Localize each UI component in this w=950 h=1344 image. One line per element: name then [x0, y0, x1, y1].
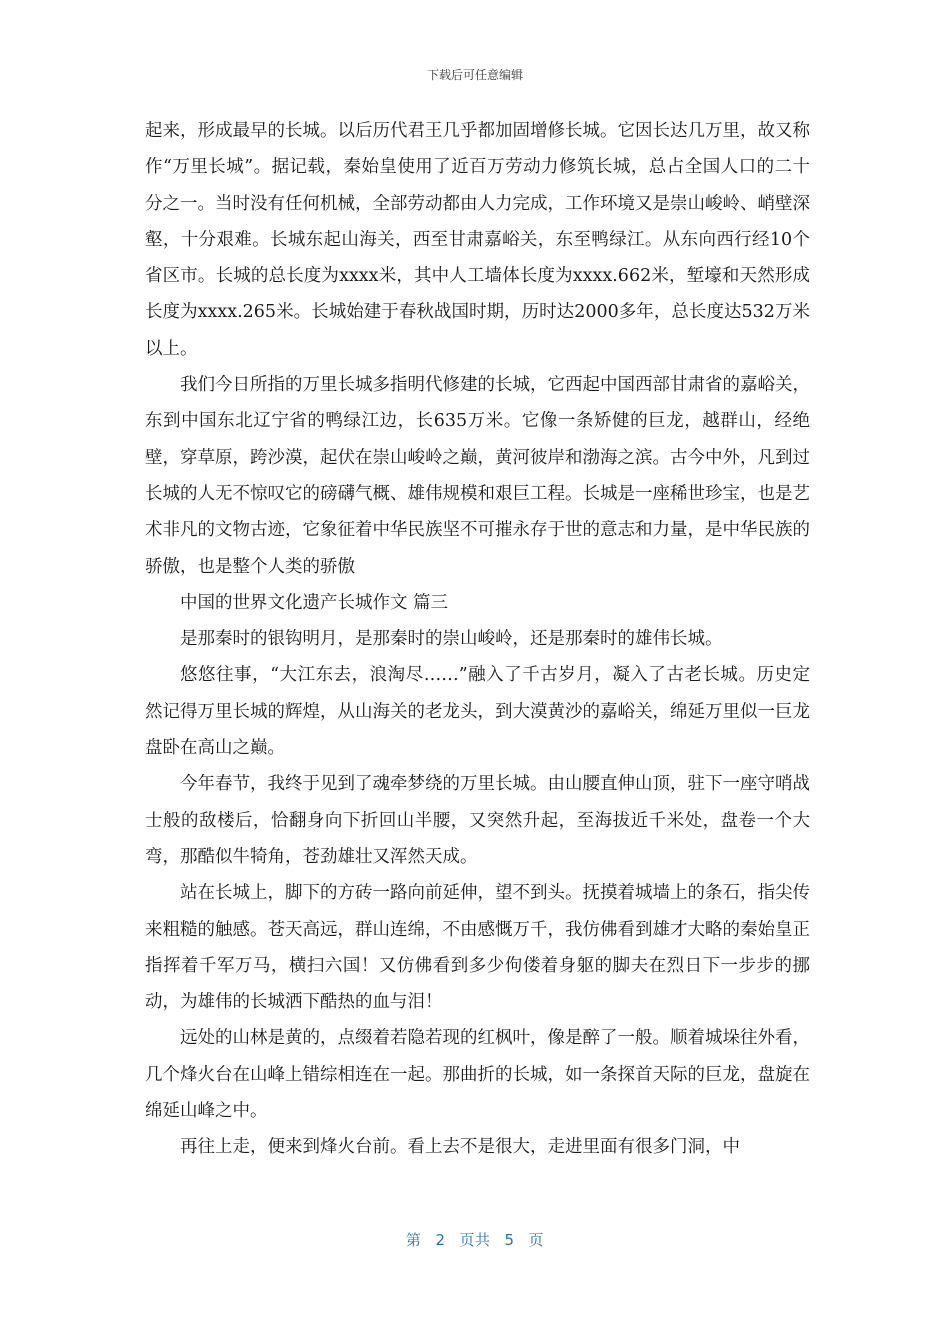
document-body — [145, 113, 810, 1166]
footer-middle: 页共 — [459, 1231, 491, 1249]
page-footer — [0, 1229, 950, 1250]
paragraph: 起来，形成最早的长城。以后历代君王几乎都加固增修长城。它因长达几万里，故又称作“万里长城”。据记载，秦始皇使用了近百万劳动力修筑长城，总占全国人口的二十分之一。当时没有任何机械，全部劳动都由人力完成，工作环境又是崇山峻岭、峭壁深壑，十分艰难。长城东起山海关，西至甘肃嘉峪关，东至鸭绿江。从东向西行经10个省区市。长城的总长度为xxxx米，其中人工墙体长度为xxxx.662米，堑壕和天然形成长度为xxxx.265米。长城始建于春秋战国时期，历时达2000多年，总长度达532万米以上。 — [145, 121, 810, 359]
paragraph: 远处的山林是黄的，点缀着若隐若现的红枫叶，像是醉了一般。顺着城垛往外看，几个烽火台在山峰上错综相连在一起。那曲折的长城，如一条探首天际的巨龙，盘旋在绵延山峰之中。 — [145, 1028, 810, 1122]
page-header: 下载后可任意编辑 — [426, 68, 523, 82]
paragraph: 悠悠往事，“大江东去，浪淘尽……”融入了千古岁月，凝入了古老长城。历史定然记得万里长城的辉煌，从山海关的老龙头，到大漠黄沙的嘉峪关，绵延万里似一巨龙盘卧在高山之巅。 — [145, 665, 810, 759]
paragraph: 我们今日所指的万里长城多指明代修建的长城，它西起中国西部甘肃省的嘉峪关，东到中国东北辽宁省的鸭绿江边，长635万米。它像一条矫健的巨龙，越群山，经绝壁，穿草原，跨沙漠，起伏在崇山峻岭之巅，黄河彼岸和渤海之滨。古今中外，凡到过长城的人无不惊叹它的磅礴气概、雄伟规模和艰巨工程。长城是一座稀世珍宝，也是艺术非凡的文物古迹，它象征着中华民族坚不可摧永存于世的意志和力量，是中华民族的骄傲，也是整个人类的骄傲 — [145, 375, 810, 577]
paragraph: 是那秦时的银钩明月，是那秦时的崇山峻岭，还是那秦时的雄伟长城。 — [180, 629, 723, 650]
total-page-number: 5 — [504, 1231, 515, 1249]
footer-suffix: 页 — [528, 1231, 545, 1249]
current-page-number: 2 — [435, 1231, 446, 1249]
footer-prefix: 第 — [405, 1231, 422, 1249]
paragraph: 再往上走，便来到烽火台前。看上去不是很大，走进里面有很多门洞，中 — [180, 1137, 740, 1158]
paragraph: 站在长城上，脚下的方砖一路向前延伸，望不到头。抚摸着城墙上的条石，指尖传来粗糙的触感。苍天高远，群山连绵，不由感慨万千，我仿佛看到雄才大略的秦始皇正指挥着千军万马，横扫六国！又仿佛看到多少佝偻着身躯的脚夫在烈日下一步步的挪动，为雄伟的长城洒下酷热的血与泪！ — [145, 883, 810, 1013]
section-heading: 中国的世界文化遗产长城作文 篇三 — [180, 592, 449, 613]
paragraph: 今年春节，我终于见到了魂牵梦绕的万里长城。由山腰直伸山顶，驻下一座守哨战士般的敌楼后，恰翻身向下折回山半腰，又突然升起，至海拔近千米处，盘卷一个大弯，那酷似牛犄角，苍劲雄壮又浑然天成。 — [145, 774, 810, 867]
